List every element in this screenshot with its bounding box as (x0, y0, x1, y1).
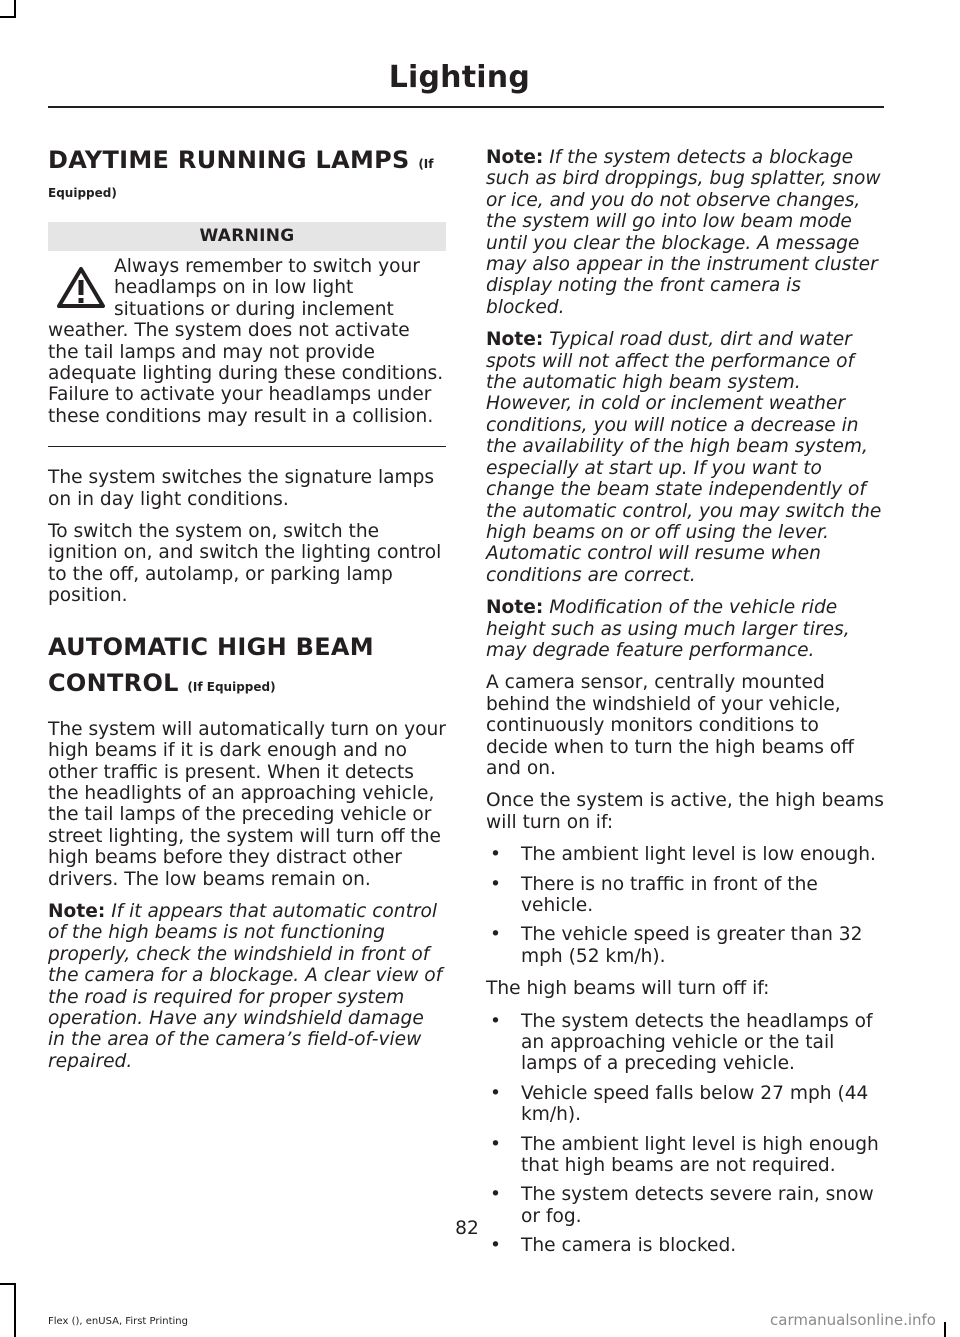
warning-divider (48, 446, 446, 447)
list-item: • The ambient light level is high enough that high beams are not required. (490, 1133, 879, 1177)
note: Note: If the system detects a blockage such as bird droppings, bug splatter, snow or ice, and you do not observe changes, the system will go into low beam mode until you clear the blockage. A message may also appear in the instrument cluster display noting the front camera is blocked. (486, 147, 881, 318)
paragraph: The system will automatically turn on your high beams if it is dark enough and no other traffic is present. When it detects the headlights of an approaching vehicle, the tail lamps of the preceding vehicle or street lighting, the system will turn off the high beams before they distract other drivers. The low beams remain on. (48, 718, 446, 890)
section-heading-drl: DAYTIME RUNNING LAMPS (If (48, 146, 434, 174)
paragraph: The high beams will turn off if: (486, 978, 770, 1000)
crop-mark (944, 1322, 946, 1337)
page-title: Lighting (388, 60, 530, 95)
turn-on-list (486, 844, 884, 967)
list-item: • The vehicle speed is greater than 32 mph (52 km/h). (490, 924, 863, 967)
page-number: 82 (455, 1218, 479, 1239)
crop-mark (14, 1283, 16, 1337)
list-item: • Vehicle speed falls below 27 mph (44 km/h). (490, 1082, 869, 1126)
list-item: • The camera is blocked. (490, 1235, 737, 1257)
paragraph: Once the system is active, the high beams will turn on if: (486, 790, 884, 833)
warning-header: WARNING (48, 222, 446, 251)
list-item: • The system detects the headlamps of an approaching vehicle or the tail lamps of a preceding vehicle. (490, 1010, 873, 1075)
section-heading-ahb-line2: CONTROL (If Equipped) (48, 668, 276, 697)
warning-box (48, 256, 446, 438)
publication-info: Flex (), enUSA, First Printing (48, 1316, 188, 1327)
paragraph: The system switches the signature lamps on in day light conditions. (48, 467, 435, 510)
equipped-label: Equipped) (48, 186, 117, 200)
list-item: • The ambient light level is low enough. (490, 844, 876, 866)
left-column (48, 142, 446, 1083)
paragraph: A camera sensor, centrally mounted behind the windshield of your vehicle, continuously monitors conditions to decide when to turn the high beams off and on. (486, 672, 854, 779)
note: Note: Modification of the vehicle ride height such as using much larger tires, may degrade feature performance. (486, 597, 850, 661)
crop-mark (0, 16, 16, 18)
list-item: • The system detects severe rain, snow or fog. (490, 1184, 874, 1227)
crop-mark (0, 1283, 16, 1285)
watermark[interactable]: carmanualsonline.info (770, 1311, 936, 1329)
note: Note: Typical road dust, dirt and water spots will not affect the performance of the automatic high beam system. However, in cold or inclement weather conditions, you will notice a decrease in the availability of the high beam system, especially at start up. If you want to change the beam state independently of the automatic control, you may switch the high beams on or off using the lever. Automatic control will resume when conditions are correct. (486, 329, 882, 586)
right-column (486, 147, 884, 1268)
paragraph: To switch the system on, switch the ignition on, and switch the lighting control to the off, autolamp, or parking lamp position. (48, 521, 442, 607)
warning-text: Always remember to switch your headlamps on in low light situations or during inclement weather. The system does not activate the tail lamps and may not provide adequate lighting during these conditions. Failure to activate your headlamps under these conditions may result in a collision. (48, 256, 444, 427)
warning-triangle-icon (56, 266, 106, 310)
header-divider (48, 106, 884, 108)
list-item: • There is no traffic in front of the vehicle. (490, 873, 818, 916)
section-heading-ahb: AUTOMATIC HIGH BEAM (48, 632, 374, 661)
note: Note: If it appears that automatic control of the high beams is not functioning properly, check the windshield in front of the camera for a blockage. A clear view of the road is required for proper system operation. Have any windshield damage in the area of the camera’s field-of-view repaired. (48, 900, 443, 1072)
